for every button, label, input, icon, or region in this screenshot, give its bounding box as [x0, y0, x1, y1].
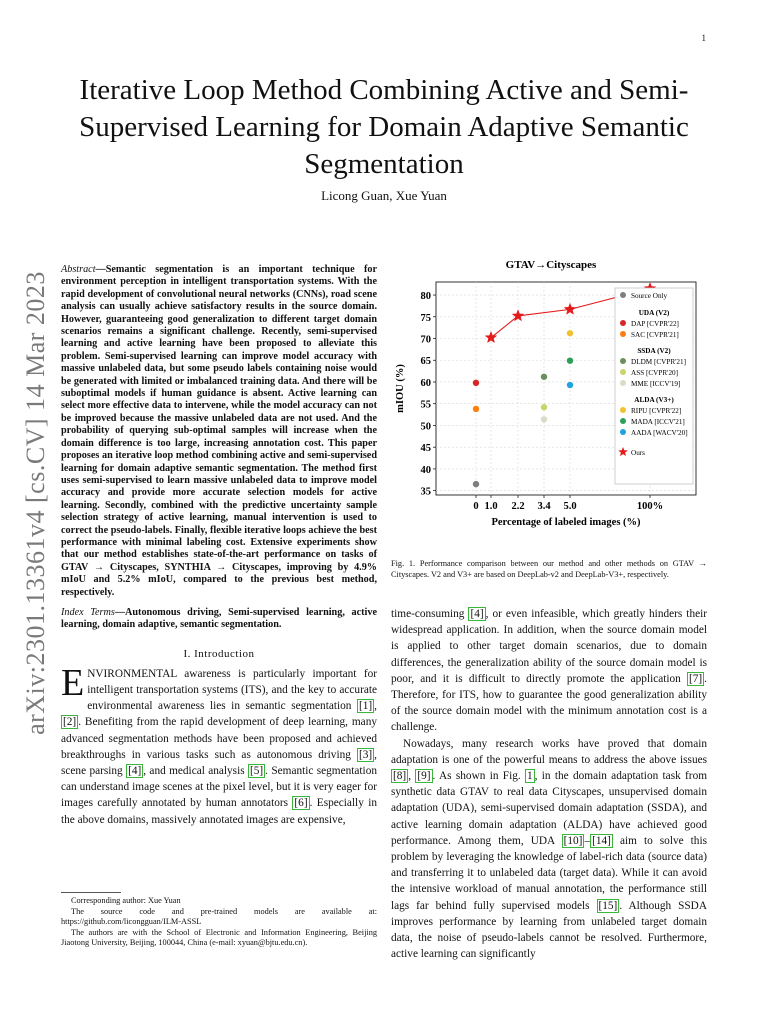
right-paragraph-1: [391, 606, 707, 736]
x-tick-label: 2.2: [511, 501, 525, 512]
right-paragraph-2: [391, 736, 707, 963]
data-point: [567, 357, 573, 363]
body-text: . Therefore, for ITS, how to guarantee the good generalization ability of the source domain model with the minimum annotation cost is a challenge.: [391, 672, 707, 734]
legend-marker: [620, 418, 626, 424]
legend-label: ASS [CVPR'20]: [631, 369, 679, 377]
citation-link[interactable]: [8]: [393, 770, 407, 783]
body-text: , in the domain adaptation task from synthetic data GTAV to real data Cityscapes, unsupervised domain adaptation (UDA), semi-supervised domain adaptation (SSDA), and active learning domain adaptation (ALDA) have achieved good performance. Among them, UDA: [391, 770, 708, 847]
intro-text: ,: [374, 700, 377, 713]
abstract-text: —Semantic segmentation is an important technique for environment perception in intelligent transportation systems. With the rapid development of convolutional neural networks (CNNs), road scene analysis can usually achieve satisfactory results in the source domain. However, guaranteeing good generalization to different target domain scenarios remains a significant challenge. Recently, semi-supervised learning and active learning have been proposed to alleviate this problem. Semi-supervised learning can improve model accuracy with massive unlabeled data, but some pseudo labels containing noise would be generated with limited or imbalanced training data. And there will be suboptimal models if human guidance is absent. Active learning can select more effective data to intervene, while the model accuracy can not be improved because the massive unlabeled data are not used. And the probability of querying sub-optimal samples will increase when the domain difference is too large, increasing annotation cost. This paper proposes an iterative loop method combining active and semi-supervised learning for domain adaptive semantic segmentation. The method first uses semi-supervised to learn massive unlabeled data to improve model accuracy and provide more accurate selection models for active learning. Secondly, combined with the predictive uncertainty sample selection strategy of active learning, manual intervention is used to correct the pseudo-labels. Finally, flexible iterative loops achieve the best performance with minimal labeling cost. Extensive experiments show that our method establishes state-of-the-art performance on tasks of GTAV → Cityscapes, SYNTHIA → Cityscapes, improving by 4.9% mIoU and 5.2% mIoU, compared to the previous best method, respectively.: [61, 264, 377, 598]
footnote: The authors are with the School of Electronic and Information Engineering, Beijing Jiaotong University, Beijing, 100044, China (e-mail: xyuan@bjtu.edu.cn).: [61, 927, 377, 948]
data-point: [473, 380, 479, 386]
data-point: [541, 374, 547, 380]
legend-marker: [620, 320, 626, 326]
footnote-divider: [61, 892, 121, 893]
section-heading: I. Introduction: [183, 647, 255, 660]
y-tick-label: 35: [420, 486, 431, 498]
legend-group-title: UDA (V2): [638, 309, 670, 317]
y-tick-label: 50: [420, 421, 431, 433]
y-tick-label: 80: [420, 291, 431, 303]
intro-text: . Especially in the above domains, massively annotated images are expensive,: [61, 797, 378, 826]
legend-label: MADA [ICCV'21]: [631, 418, 685, 426]
page-number: 1: [701, 33, 706, 43]
y-tick-label: 60: [420, 377, 431, 389]
legend-label: RIPU [CVPR'22]: [631, 407, 682, 415]
figure-caption: Fig. 1. Performance comparison between our method and other methods on GTAV → Cityscapes. V2 and V3+ are based on DeepLab-v2 and DeepLab-V3+, respectively.: [391, 559, 707, 579]
y-tick-label: 45: [420, 443, 431, 455]
citation-link[interactable]: [4]: [128, 765, 142, 777]
body-text: . Although SSDA improves performance by learning from unlabeled target domain data, the noise of pseudo-labels cannot be resolved. Furthermore, active learning can significantly: [391, 899, 707, 961]
citation-link[interactable]: [15]: [598, 899, 618, 912]
intro-text: . Semantic segmentation can understand image scenes at the pixel level, but it is very eager for images carefully annotated by human annotators: [61, 765, 377, 810]
abstract: [61, 264, 377, 599]
y-tick-label: 70: [420, 334, 431, 346]
data-point: [473, 481, 479, 487]
legend-label: SAC [CVPR'21]: [631, 331, 679, 339]
right-column: [391, 606, 707, 962]
legend-marker: [620, 331, 626, 337]
footnotes: [61, 896, 377, 949]
intro-text: . Benefiting from the rapid development of deep learning, many advanced segmentation methods have been proposed and achieved breakthroughs in various tasks such as autonomous driving: [61, 716, 377, 761]
body-text: . As shown in Fig.: [432, 770, 525, 783]
body-text: time-consuming: [391, 608, 469, 620]
legend-marker: [620, 407, 626, 413]
citation-link[interactable]: [3]: [358, 748, 373, 761]
citation-link[interactable]: [10]: [563, 834, 583, 847]
data-point: [473, 406, 479, 412]
body-text: ,: [408, 770, 416, 783]
data-point: [541, 416, 547, 422]
citation-link[interactable]: [4]: [470, 608, 484, 620]
paper-title: Iterative Loop Method Combining Active and Semi-Supervised Learning for Domain Adaptive Semantic Segmentation: [79, 74, 689, 180]
data-point: [567, 382, 573, 388]
intro-text: , and medical analysis: [143, 765, 248, 777]
intro-text: awareness is particularly important for intelligent transportation systems (ITS), and the key to accurate environmental awareness lies in semantic segmentation: [87, 667, 377, 713]
data-point: [567, 330, 573, 336]
intro-paragraph: [61, 661, 378, 828]
legend-label: Ours: [631, 449, 645, 457]
y-tick-label: 40: [420, 464, 431, 476]
legend-marker: [620, 380, 626, 386]
intro-first-word: NVIRONMENTAL: [87, 667, 177, 680]
legend-label: DAP [CVPR'22]: [631, 320, 679, 328]
chart-title: GTAV→Cityscapes: [505, 259, 597, 271]
legend-marker: [620, 358, 626, 364]
body-text: –: [584, 834, 591, 847]
legend-marker: [620, 292, 626, 298]
x-tick-label: 5.0: [563, 501, 577, 512]
legend-label: MME [ICCV'19]: [631, 380, 681, 388]
citation-link[interactable]: [5]: [249, 765, 264, 777]
arxiv-stamp: [6, 268, 66, 738]
legend-group-title: SSDA (V2): [637, 347, 671, 355]
x-tick-label: 3.4: [537, 501, 551, 512]
y-tick-label: 55: [420, 399, 431, 411]
legend-group-title: ALDA (V3+): [634, 396, 674, 404]
left-column: [61, 264, 377, 828]
x-tick-label: 100%: [636, 501, 664, 512]
body-text: , or even infeasible, which greatly hinders their widespread application. In addition, when the source domain model is applied to other target domain scenarios, due to domain differences, the generalization ability of the source domain model is poor, and it is difficult to directly promote the application: [391, 608, 708, 685]
performance-chart: [391, 250, 711, 540]
y-tick-label: 75: [420, 312, 431, 324]
index-terms: [61, 607, 377, 632]
citation-link[interactable]: [2]: [63, 716, 77, 729]
legend-marker: [620, 369, 626, 375]
y-tick-label: 65: [420, 356, 431, 368]
citation-link[interactable]: [6]: [294, 797, 308, 810]
footnote: The source code and pre-trained models are available at: https://github.com/licongguan/ILM-ASSL: [61, 906, 377, 927]
citation-link[interactable]: [7]: [688, 672, 703, 685]
data-point: [541, 404, 547, 410]
x-tick-label: 1.0: [484, 501, 498, 512]
intro-text: , scene parsing: [61, 748, 377, 777]
body-text: aim to solve this problem by leveraging the knowledge of label-rich data (source data) and transferring it to unlabeled data (target data). While it can avoid the intensive workload of manual annotation, the performance still lags far behind fully supervised models: [391, 834, 707, 912]
footnote: Corresponding author: Xue Yuan: [71, 896, 181, 905]
drop-cap: E: [61, 661, 85, 704]
abstract-label: Abstract: [61, 264, 96, 275]
body-text: Nowadays, many research works have proved that domain adaptation is one of the powerful means to address the above issues: [391, 737, 707, 766]
index-terms-label: Index Terms: [61, 606, 115, 618]
citation-link[interactable]: [9]: [417, 770, 431, 783]
figure-link[interactable]: 1: [527, 770, 533, 783]
y-axis-label: mIOU (%): [395, 364, 406, 413]
legend-label: AADA [WACV'20]: [631, 429, 688, 437]
legend-label: Source Only: [631, 292, 668, 300]
citation-link[interactable]: [14]: [592, 834, 611, 847]
citation-link[interactable]: [1]: [358, 700, 373, 713]
figure-1: [391, 250, 711, 555]
paper-authors: Licong Guan, Xue Yuan: [321, 188, 447, 203]
x-tick-label: 0: [473, 501, 479, 512]
index-terms-text: —Autonomous driving, Semi-supervised learning, active learning, domain adaptive, semantic segmentation.: [61, 606, 377, 631]
x-axis-label: Percentage of labeled images (%): [491, 517, 641, 528]
legend-marker: [620, 429, 626, 435]
legend-label: DLDM [CVPR'21]: [631, 358, 687, 366]
arxiv-id: arXiv:2301.13361v4 [cs.CV] 14 Mar 2023: [21, 271, 50, 735]
